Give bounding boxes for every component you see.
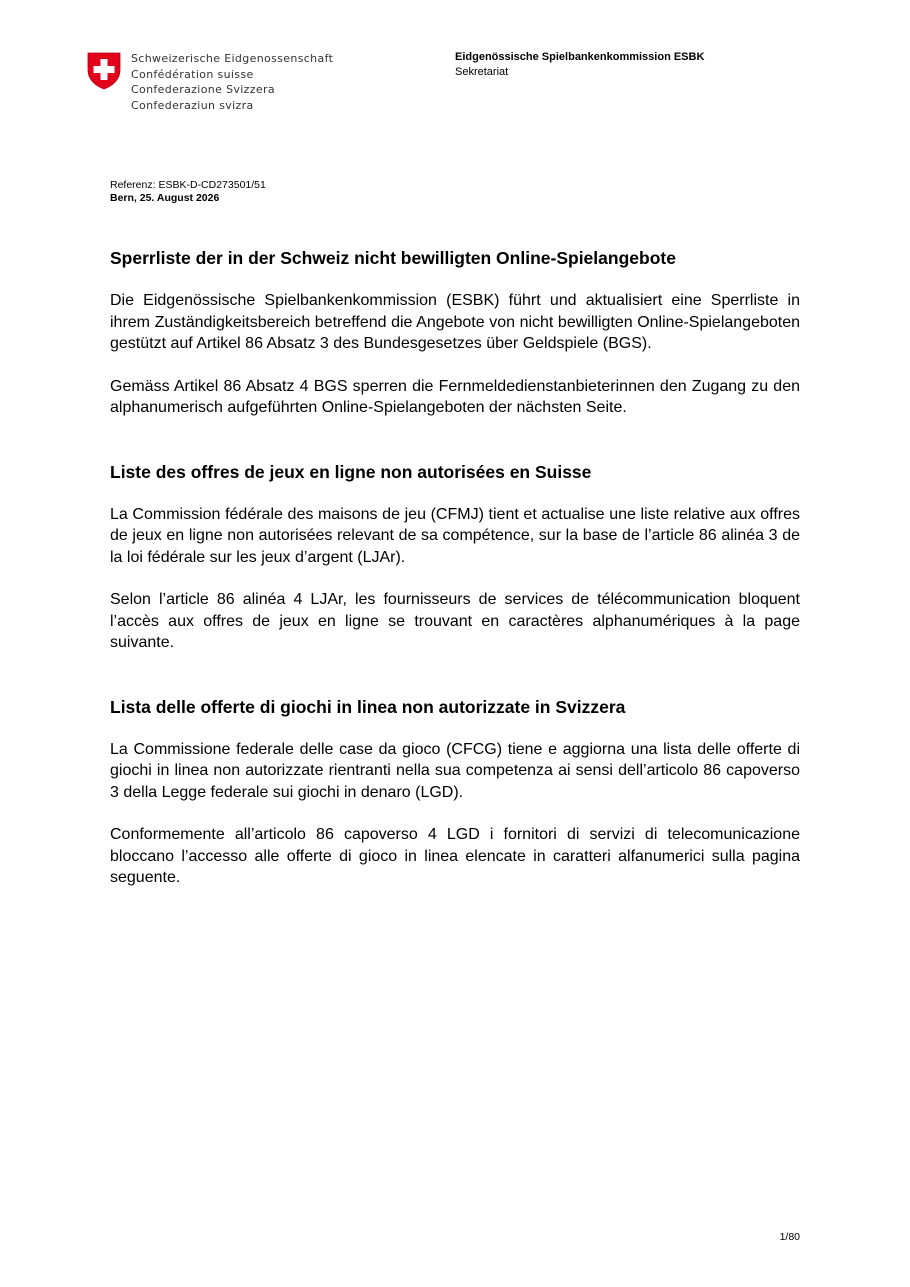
confederation-name-de: Schweizerische Eidgenossenschaft — [131, 52, 334, 65]
organization-name: Eidgenössische Spielbankenkommission ESBK — [455, 51, 705, 63]
document-date: Bern, 25. August 2026 — [110, 192, 220, 204]
document-body — [110, 246, 800, 889]
reference-value: ESBK-D-CD273501/51 — [158, 179, 266, 191]
department-name: Sekretariat — [455, 66, 509, 78]
confederation-name-it: Confederazione Svizzera — [131, 83, 276, 96]
paragraph: Conformemente all’articolo 86 capoverso 4 LGD i fornitori di servizi di telecomunicazione bloccano l’accesso alle offerte di gioco in linea elencate in caratteri alfanumerici sulla pagina seguente. — [110, 826, 800, 886]
paragraph: Gemäss Artikel 86 Absatz 4 BGS sperren die Fernmeldedienstanbieterinnen den Zugang zu den alphanumerisch aufgeführten Online-Spielangeboten der nächsten Seite. — [110, 377, 800, 416]
section-french — [110, 460, 800, 654]
section-german — [110, 246, 800, 419]
confederation-names — [131, 51, 333, 113]
paragraph: La Commissione federale delle case da gioco (CFCG) tiene e aggiorna una lista delle offerte di giochi in linea non autorizzate rientranti nella sua competenza ai sensi dell’articolo 86 capoverso 3 della Legge federale sui giochi in denaro (LGD). — [110, 740, 800, 801]
reference-block — [110, 179, 266, 205]
section-italian — [110, 695, 800, 889]
page-number: 1/80 — [779, 1231, 800, 1243]
confederation-logo — [87, 51, 333, 113]
reference-line — [110, 179, 266, 192]
swiss-coat-of-arms-icon — [87, 52, 121, 90]
paragraph: Selon l’article 86 alinéa 4 LJAr, les fournisseurs de services de télécommunication bloquent l’accès aux offres de jeux en ligne se trouvant en caractères alphanumériques à la page suivante. — [110, 591, 800, 651]
section-heading: Liste des offres de jeux en ligne non autorisées en Suisse — [110, 461, 592, 482]
paragraph: La Commission fédérale des maisons de jeu (CFMJ) tient et actualise une liste relative aux offres de jeux en ligne non autorisées relevant de sa compétence, sur la base de l’article 86 alinéa 3 de la loi fédérale sur les jeux d’argent (LJAr). — [110, 505, 800, 566]
confederation-name-rm: Confederaziun svizra — [131, 98, 254, 112]
issuing-office — [455, 50, 704, 80]
confederation-name-fr: Confédération suisse — [131, 67, 254, 81]
section-heading: Lista delle offerte di giochi in linea non autorizzate in Svizzera — [110, 696, 626, 717]
section-heading: Sperrliste der in der Schweiz nicht bewilligten Online-Spielangebote — [110, 248, 676, 268]
reference-label: Referenz: — [110, 179, 156, 191]
paragraph: Die Eidgenössische Spielbankenkommission (ESBK) führt und aktualisiert eine Sperrliste in ihrem Zuständigkeitsbereich betreffend die Angebote von nicht bewilligten Online-Spielangeboten gestützt auf Artikel 86 Absatz 3 des Bundesgesetzes über Geldspiele (BGS). — [110, 292, 800, 352]
